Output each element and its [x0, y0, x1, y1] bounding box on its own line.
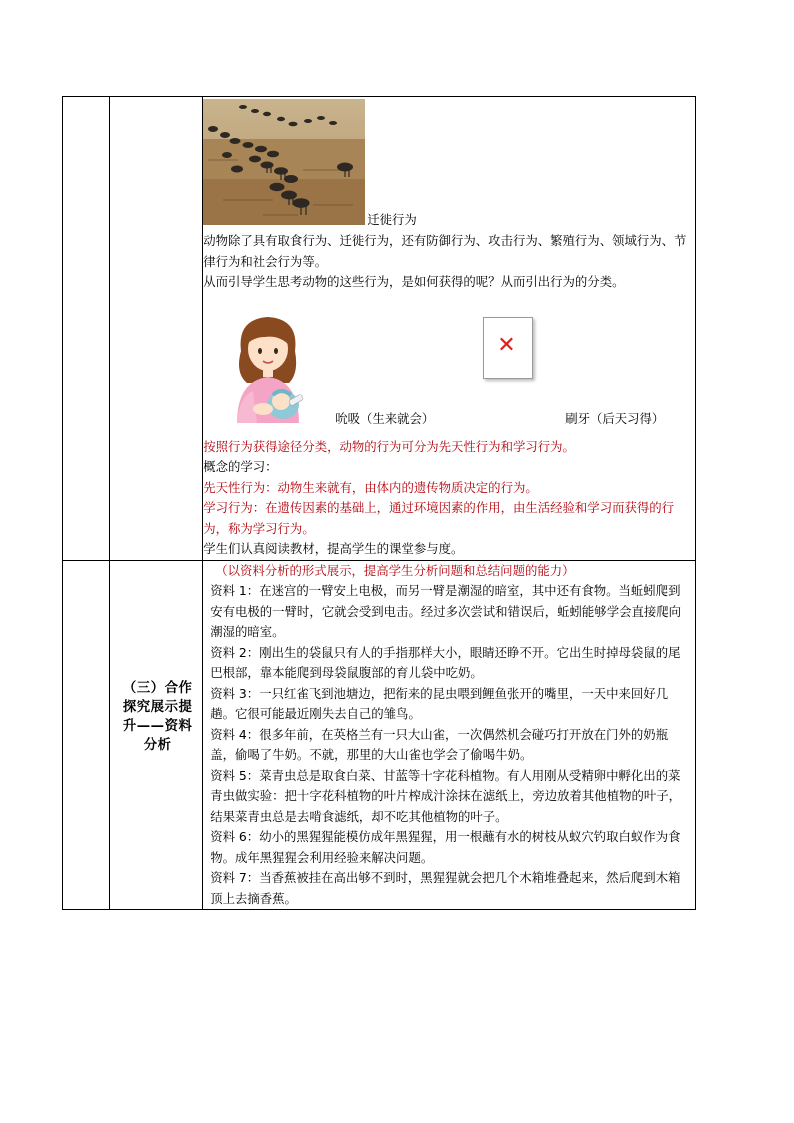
- cell-content-behavior: [203, 97, 696, 561]
- material-2: 资料 2：刚出生的袋鼠只有人的手指那样大小，眼睛还睁不开。它出生时掉母袋鼠的尾巴根部，靠本能爬到母袋鼠腹部的育儿袋中吃奶。: [210, 644, 681, 680]
- paragraph-guide-question: 从而引导学生思考动物的这些行为，是如何获得的呢？从而引出行为的分类。: [203, 274, 625, 289]
- image-row: [203, 297, 695, 437]
- paragraph-reading: 学生们认真阅读教材，提高学生的课堂参与度。: [203, 541, 464, 556]
- caption-brush: 刷牙（后天习得）: [565, 410, 665, 426]
- definition-learned: 学习行为：在遗传因素的基础上，通过环境因素的作用，由生活经验和学习而获得的行为，称为学习行为。: [203, 500, 675, 536]
- lesson-table: [62, 96, 696, 910]
- cell-step-label: [110, 560, 203, 910]
- cell-content-materials: [203, 560, 696, 910]
- material-3: 资料 3：一只红雀飞到池塘边，把衔来的昆虫喂到鲤鱼张开的嘴里，一天中来回好几趟。它很可能最近刚失去自己的雏鸟。: [210, 685, 669, 721]
- material-7: 资料 7：当香蕉被挂在高出够不到时，黑猩猩就会把几个木箱堆叠起来，然后爬到木箱顶上去摘香蕉。: [210, 870, 681, 906]
- paragraph-classify: 按照行为获得途径分类，动物的行为可分为先天性行为和学习行为。: [203, 438, 575, 454]
- mother-feeding-baby-illustration: [223, 311, 313, 423]
- cell-empty-2: [110, 97, 203, 561]
- cell-empty-1: [63, 97, 110, 561]
- caption-suck: 吮吸（生来就会）: [335, 410, 435, 426]
- broken-image-icon: ✕: [483, 317, 533, 379]
- table-row-material-analysis: [63, 560, 696, 910]
- wildebeest-migration-photo: [203, 99, 365, 225]
- highlight-note: （以资料分析的形式展示，提高学生分析问题和总结问题的能力）: [215, 562, 575, 578]
- photo-row: [203, 97, 695, 231]
- table-row-behavior-types: [63, 97, 696, 561]
- material-6: 资料 6：幼小的黑猩猩能模仿成年黑猩猩，用一根蘸有水的树枝从蚁穴钓取白蚁作为食物。成年黑猩猩会利用经验来解决问题。: [210, 829, 681, 865]
- materials-block: [203, 561, 695, 910]
- material-5: 资料 5：菜青虫总是取食白菜、甘蓝等十字花科植物。有人用刚从受精卵中孵化出的菜青虫做实验：把十字花科植物的叶片榨成汁涂抹在滤纸上，旁边放着其他植物的叶子，结果菜青虫总是去啃食滤纸，却不吃其他植物的叶子。: [210, 767, 682, 824]
- concept-heading: 概念的学习：: [203, 459, 278, 474]
- material-1: 资料 1：在迷宫的一臂安上电极，而另一臂是潮湿的暗室，其中还有食物。当蚯蚓爬到安有电极的一臂时，它就会受到电击。经过多次尝试和错误后，蚯蚓能够学会直接爬向潮湿的暗室。: [210, 583, 682, 639]
- photo-caption-migration: 迁徙行为: [367, 212, 417, 227]
- definition-innate: 先天性行为：动物生来就有，由体内的遗传物质决定的行为。: [203, 479, 538, 495]
- paragraph-behavior-list: 动物除了具有取食行为、迁徙行为，还有防御行为、攻击行为、繁殖行为、领域行为、节律行为和社会行为等。: [203, 233, 687, 269]
- cell-empty-3: [63, 560, 110, 910]
- step-label: （三）合作探究展示提升——资料分析: [122, 680, 193, 753]
- material-4: 资料 4：很多年前，在英格兰有一只大山雀，一次偶然机会碰巧打开放在门外的奶瓶盖，偷喝了牛奶。不就，那里的大山雀也学会了偷喝牛奶。: [210, 726, 669, 762]
